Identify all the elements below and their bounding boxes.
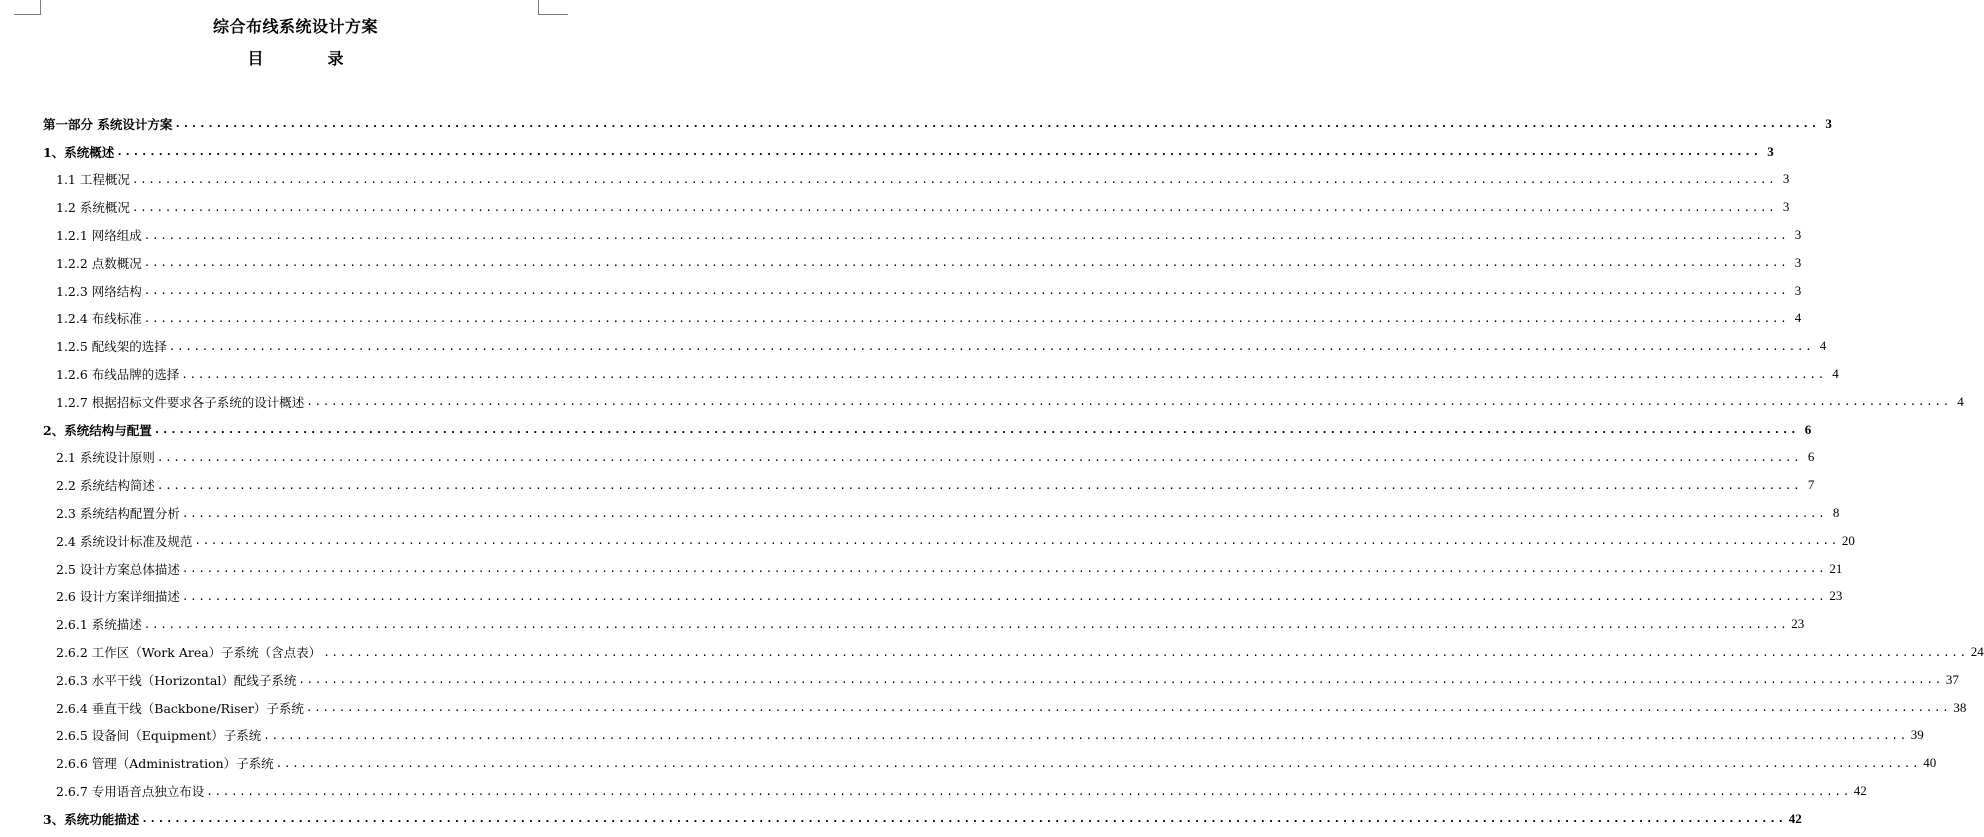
toc-leader-dots: ........................................................................................................................................................................................................ <box>181 367 1826 381</box>
toc-leader-dots: ........................................................................................................................................................................................................ <box>168 339 1814 353</box>
toc-entry-label: 2.6.2 工作区（Work Area）子系统（含点表） <box>56 645 322 661</box>
toc-entry-page: 4 <box>1819 338 1827 354</box>
toc-leader-dots: ........................................................................................................................................................................................................ <box>143 311 1789 325</box>
toc-heading-char: 目 <box>247 49 264 68</box>
toc-entry-page: 23 <box>1829 588 1843 604</box>
toc-leader-dots: ........................................................................................................................................................................................................ <box>298 673 1943 687</box>
toc-leader-dots: ........................................................................................................................................................................................................ <box>153 423 1799 437</box>
toc-entry-page: 4 <box>1832 366 1839 382</box>
toc-entry-page: 38 <box>1953 699 1967 715</box>
toc-entry[interactable] <box>43 694 1967 722</box>
toc-entry-page: 6 <box>1807 449 1815 465</box>
toc-entry-label: 1.2.6 布线品牌的选择 <box>56 367 180 383</box>
toc-entry-page: 20 <box>1841 532 1855 548</box>
toc-entry-label: 2.6.6 管理（Administration）子系统 <box>56 756 274 772</box>
toc-entry[interactable] <box>43 193 1790 221</box>
toc-leader-dots: ........................................................................................................................................................................................................ <box>131 200 1777 214</box>
toc-entry-page: 4 <box>1794 310 1802 326</box>
toc-entry-label: 1.2 系统概况 <box>56 200 130 216</box>
toc-entry[interactable] <box>43 249 1802 277</box>
crop-mark-top-right <box>538 0 539 14</box>
toc-entry[interactable] <box>43 277 1802 305</box>
toc-entry[interactable] <box>43 416 1812 444</box>
toc-entry[interactable] <box>43 471 1815 499</box>
toc-leader-dots: ........................................................................................................................................................................................................ <box>143 228 1789 242</box>
toc-entry-label: 1.2.7 根据招标文件要求各子系统的设计概述 <box>56 394 305 410</box>
toc-entry[interactable] <box>43 166 1790 194</box>
toc-entry[interactable] <box>43 666 1959 694</box>
toc-entry[interactable] <box>43 610 1805 638</box>
toc-entry-label: 1.2.3 网络结构 <box>56 283 142 299</box>
toc-entry-label: 2.2 系统结构简述 <box>56 478 155 494</box>
toc-entry-page: 42 <box>1853 783 1867 799</box>
toc-heading-char: 录 <box>327 49 344 68</box>
toc-entry-label: 2.4 系统设计标准及规范 <box>56 533 193 549</box>
toc-entry[interactable] <box>43 388 1964 416</box>
toc-entry-page: 39 <box>1910 727 1924 743</box>
toc-entry-page: 23 <box>1791 616 1805 632</box>
toc-entry[interactable] <box>43 499 1840 527</box>
toc-entry-page: 37 <box>1945 671 1959 687</box>
toc-entry-label: 2.6.3 水平干线（Horizontal）配线子系统 <box>56 672 297 688</box>
toc-entry[interactable] <box>43 360 1839 388</box>
toc-entry-page: 21 <box>1829 560 1843 576</box>
toc-leader-dots: ........................................................................................................................................................................................................ <box>206 784 1851 798</box>
toc-entry[interactable] <box>43 221 1802 249</box>
toc-leader-dots: ........................................................................................................................................................................................................ <box>194 534 1839 548</box>
toc-entry-page: 40 <box>1923 755 1937 771</box>
toc-leader-dots: ........................................................................................................................................................................................................ <box>156 450 1802 464</box>
toc-heading <box>0 46 591 69</box>
toc-leader-dots: ........................................................................................................................................................................................................ <box>143 617 1789 631</box>
crop-mark-top-left <box>40 0 41 14</box>
toc-entry-page: 3 <box>1794 254 1802 270</box>
toc-entry-label: 2.6.7 专用语音点独立布设 <box>56 784 205 800</box>
toc-leader-dots: ........................................................................................................................................................................................................ <box>156 478 1802 492</box>
toc-entry[interactable] <box>43 777 1867 805</box>
toc-entry-page: 8 <box>1832 505 1840 521</box>
toc-entry[interactable] <box>43 805 1802 833</box>
toc-entry-page: 24 <box>1970 644 1984 660</box>
toc-entry-label: 2、系统结构与配置 <box>43 422 152 438</box>
toc-entry-page: 3 <box>1794 282 1802 298</box>
toc-entry-label: 第一部分 系统设计方案 <box>43 116 173 132</box>
toc-leader-dots: ........................................................................................................................................................................................................ <box>143 284 1789 298</box>
toc-leader-dots: ........................................................................................................................................................................................................ <box>306 395 1951 409</box>
toc-leader-dots: ........................................................................................................................................................................................................ <box>143 256 1789 270</box>
toc-entry-page: 6 <box>1804 421 1812 437</box>
toc-entry-label: 2.6.4 垂直干线（Backbone/Riser）子系统 <box>56 700 304 716</box>
toc-entry-page: 4 <box>1957 393 1964 409</box>
toc-entry-label: 1.1 工程概况 <box>56 172 130 188</box>
toc-entry[interactable] <box>43 138 1774 166</box>
toc-entry[interactable] <box>43 638 1984 666</box>
toc-entry-label: 3、系统功能描述 <box>43 811 140 827</box>
toc-entry[interactable] <box>43 722 1924 750</box>
toc-entry-label: 2.5 设计方案总体描述 <box>56 561 180 577</box>
toc-leader-dots: ........................................................................................................................................................................................................ <box>181 506 1827 520</box>
toc-leader-dots: ........................................................................................................................................................................................................ <box>305 701 1951 715</box>
toc-leader-dots: ........................................................................................................................................................................................................ <box>131 172 1777 186</box>
toc-entry[interactable] <box>43 444 1815 472</box>
toc-entry-label: 1、系统概述 <box>43 144 115 160</box>
toc-leader-dots: ........................................................................................................................................................................................................ <box>116 145 1761 159</box>
toc-entry-label: 2.6 设计方案详细描述 <box>56 589 180 605</box>
toc-entry-page: 42 <box>1788 810 1802 826</box>
toc-leader-dots: ........................................................................................................................................................................................................ <box>275 756 1921 770</box>
document-title: 综合布线系统设计方案 <box>212 17 378 36</box>
toc-entry-page: 3 <box>1782 199 1790 215</box>
toc-leader-dots: ........................................................................................................................................................................................................ <box>263 728 1908 742</box>
toc-leader-dots: ........................................................................................................................................................................................................ <box>174 117 1819 131</box>
toc-entry[interactable] <box>43 555 1843 583</box>
toc-entry[interactable] <box>43 527 1855 555</box>
toc-entry-label: 2.6.1 系统描述 <box>56 617 142 633</box>
toc-entry[interactable] <box>43 305 1802 333</box>
toc-entry-label: 1.2.5 配线架的选择 <box>56 339 167 355</box>
toc-leader-dots: ........................................................................................................................................................................................................ <box>323 645 1968 659</box>
toc-entry-page: 3 <box>1825 115 1832 131</box>
toc-entry-label: 2.6.5 设备间（Equipment）子系统 <box>56 728 262 744</box>
toc-entry-label: 1.2.2 点数概况 <box>56 255 142 271</box>
toc-leader-dots: ........................................................................................................................................................................................................ <box>181 589 1827 603</box>
toc-leader-dots: ........................................................................................................................................................................................................ <box>141 812 1786 826</box>
toc-entry[interactable] <box>43 583 1843 611</box>
toc-entry-label: 2.1 系统设计原则 <box>56 450 155 466</box>
toc-entry-page: 7 <box>1807 477 1815 493</box>
toc-leader-dots: ........................................................................................................................................................................................................ <box>181 562 1827 576</box>
toc-entry-page: 3 <box>1794 227 1802 243</box>
toc-entry-label: 2.3 系统结构配置分析 <box>56 506 180 522</box>
toc-entry[interactable] <box>43 110 1832 138</box>
toc-entry[interactable] <box>43 749 1937 777</box>
toc-entry-page: 3 <box>1767 143 1774 159</box>
toc-entry-label: 1.2.4 布线标准 <box>56 311 142 327</box>
toc-entry-label: 1.2.1 网络组成 <box>56 228 142 244</box>
toc-entry-page: 3 <box>1782 171 1790 187</box>
toc-entry[interactable] <box>43 332 1827 360</box>
table-of-contents <box>43 110 1984 833</box>
